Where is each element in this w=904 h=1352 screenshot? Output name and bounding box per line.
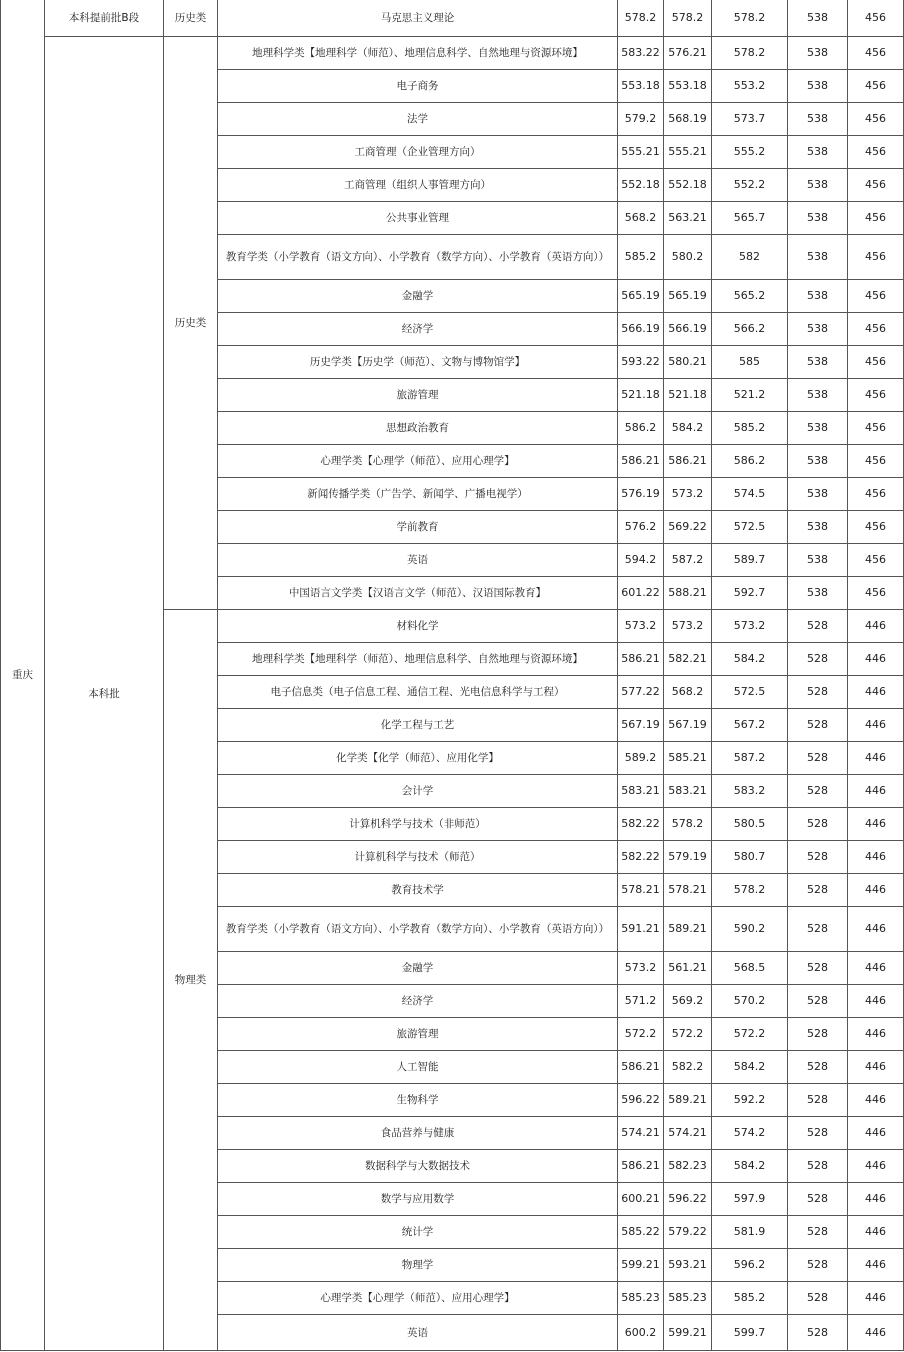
- avg-score-cell: 586.2: [712, 445, 788, 478]
- major-cell: 旅游管理: [218, 1018, 618, 1051]
- avg-score-cell: 585: [712, 346, 788, 379]
- avg-score-cell: 587.2: [712, 742, 788, 775]
- max-score-cell: 585.22: [618, 1216, 664, 1249]
- line-2-cell: 456: [848, 478, 904, 511]
- min-score-cell: 584.2: [664, 412, 712, 445]
- max-score-cell: 585.23: [618, 1282, 664, 1315]
- avg-score-cell: 565.2: [712, 280, 788, 313]
- min-score-cell: 579.22: [664, 1216, 712, 1249]
- min-score-cell: 582.23: [664, 1150, 712, 1183]
- control-line-cell: 528: [788, 1216, 848, 1249]
- max-score-cell: 593.22: [618, 346, 664, 379]
- min-score-cell: 552.18: [664, 169, 712, 202]
- line-2-cell: 456: [848, 37, 904, 70]
- avg-score-cell: 592.7: [712, 577, 788, 610]
- major-cell: 经济学: [218, 313, 618, 346]
- max-score-cell: 578.21: [618, 874, 664, 907]
- major-cell: 教育技术学: [218, 874, 618, 907]
- avg-score-cell: 592.2: [712, 1084, 788, 1117]
- major-cell: 学前教育: [218, 511, 618, 544]
- control-line-cell: 528: [788, 1117, 848, 1150]
- control-line-cell: 528: [788, 1051, 848, 1084]
- min-score-cell: 553.18: [664, 70, 712, 103]
- min-score-cell: 567.19: [664, 709, 712, 742]
- major-cell: 公共事业管理: [218, 202, 618, 235]
- min-score-cell: 573.2: [664, 610, 712, 643]
- max-score-cell: 586.2: [618, 412, 664, 445]
- min-score-cell: 587.2: [664, 544, 712, 577]
- line-2-cell: 446: [848, 907, 904, 952]
- control-line-cell: 528: [788, 952, 848, 985]
- line-2-cell: 456: [848, 313, 904, 346]
- max-score-cell: 553.18: [618, 70, 664, 103]
- line-2-cell: 446: [848, 775, 904, 808]
- avg-score-cell: 584.2: [712, 1051, 788, 1084]
- avg-score-cell: 567.2: [712, 709, 788, 742]
- avg-score-cell: 581.9: [712, 1216, 788, 1249]
- max-score-cell: 591.21: [618, 907, 664, 952]
- avg-score-cell: 578.2: [712, 0, 788, 37]
- control-line-cell: 528: [788, 808, 848, 841]
- control-line-cell: 538: [788, 0, 848, 37]
- min-score-cell: 583.21: [664, 775, 712, 808]
- line-2-cell: 456: [848, 577, 904, 610]
- min-score-cell: 572.2: [664, 1018, 712, 1051]
- max-score-cell: 568.2: [618, 202, 664, 235]
- major-cell: 历史学类【历史学（师范）、文物与博物馆学】: [218, 346, 618, 379]
- control-line-cell: 538: [788, 235, 848, 280]
- min-score-cell: 593.21: [664, 1249, 712, 1282]
- line-2-cell: 446: [848, 1084, 904, 1117]
- min-score-cell: 566.19: [664, 313, 712, 346]
- major-cell: 心理学类【心理学（师范）、应用心理学】: [218, 445, 618, 478]
- max-score-cell: 567.19: [618, 709, 664, 742]
- min-score-cell: 588.21: [664, 577, 712, 610]
- major-cell: 化学类【化学（师范）、应用化学】: [218, 742, 618, 775]
- control-line-cell: 538: [788, 346, 848, 379]
- avg-score-cell: 584.2: [712, 1150, 788, 1183]
- max-score-cell: 596.22: [618, 1084, 664, 1117]
- min-score-cell: 579.19: [664, 841, 712, 874]
- line-2-cell: 446: [848, 1150, 904, 1183]
- line-2-cell: 446: [848, 1018, 904, 1051]
- major-cell: 数据科学与大数据技术: [218, 1150, 618, 1183]
- avg-score-cell: 555.2: [712, 136, 788, 169]
- max-score-cell: 594.2: [618, 544, 664, 577]
- min-score-cell: 568.2: [664, 676, 712, 709]
- max-score-cell: 565.19: [618, 280, 664, 313]
- max-score-cell: 573.2: [618, 610, 664, 643]
- min-score-cell: 561.21: [664, 952, 712, 985]
- max-score-cell: 582.22: [618, 841, 664, 874]
- line-2-cell: 446: [848, 1051, 904, 1084]
- line-2-cell: 446: [848, 841, 904, 874]
- line-2-cell: 446: [848, 1216, 904, 1249]
- avg-score-cell: 578.2: [712, 37, 788, 70]
- line-2-cell: 456: [848, 169, 904, 202]
- control-line-cell: 528: [788, 907, 848, 952]
- avg-score-cell: 599.7: [712, 1315, 788, 1351]
- control-line-cell: 528: [788, 742, 848, 775]
- avg-score-cell: 583.2: [712, 775, 788, 808]
- major-cell: 数学与应用数学: [218, 1183, 618, 1216]
- max-score-cell: 600.21: [618, 1183, 664, 1216]
- min-score-cell: 578.2: [664, 808, 712, 841]
- line-2-cell: 456: [848, 235, 904, 280]
- major-cell: 计算机科学与技术（非师范）: [218, 808, 618, 841]
- line-2-cell: 456: [848, 544, 904, 577]
- max-score-cell: 521.18: [618, 379, 664, 412]
- max-score-cell: 571.2: [618, 985, 664, 1018]
- major-cell: 计算机科学与技术（师范）: [218, 841, 618, 874]
- category-cell: 历史类: [164, 0, 218, 37]
- control-line-cell: 538: [788, 379, 848, 412]
- min-score-cell: 589.21: [664, 1084, 712, 1117]
- control-line-cell: 528: [788, 841, 848, 874]
- avg-score-cell: 573.2: [712, 610, 788, 643]
- min-score-cell: 555.21: [664, 136, 712, 169]
- control-line-cell: 538: [788, 577, 848, 610]
- major-cell: 化学工程与工艺: [218, 709, 618, 742]
- control-line-cell: 528: [788, 1018, 848, 1051]
- line-2-cell: 456: [848, 445, 904, 478]
- major-cell: 经济学: [218, 985, 618, 1018]
- min-score-cell: 569.22: [664, 511, 712, 544]
- category-cell: 物理类: [164, 610, 218, 1351]
- control-line-cell: 538: [788, 313, 848, 346]
- max-score-cell: 572.2: [618, 1018, 664, 1051]
- line-2-cell: 446: [848, 952, 904, 985]
- major-cell: 生物科学: [218, 1084, 618, 1117]
- min-score-cell: 563.21: [664, 202, 712, 235]
- min-score-cell: 585.23: [664, 1282, 712, 1315]
- line-2-cell: 446: [848, 1117, 904, 1150]
- line-2-cell: 456: [848, 0, 904, 37]
- major-cell: 电子信息类（电子信息工程、通信工程、光电信息科学与工程）: [218, 676, 618, 709]
- min-score-cell: 569.2: [664, 985, 712, 1018]
- major-cell: 英语: [218, 544, 618, 577]
- max-score-cell: 586.21: [618, 643, 664, 676]
- batch-cell: 本科批: [45, 37, 164, 1351]
- major-cell: 教育学类（小学教育（语文方向）、小学教育（数学方向）、小学教育（英语方向））: [218, 235, 618, 280]
- control-line-cell: 538: [788, 511, 848, 544]
- max-score-cell: 599.21: [618, 1249, 664, 1282]
- max-score-cell: 583.21: [618, 775, 664, 808]
- min-score-cell: 521.18: [664, 379, 712, 412]
- line-2-cell: 456: [848, 280, 904, 313]
- min-score-cell: 565.19: [664, 280, 712, 313]
- line-2-cell: 446: [848, 1249, 904, 1282]
- avg-score-cell: 574.2: [712, 1117, 788, 1150]
- major-cell: 中国语言文学类【汉语言文学（师范）、汉语国际教育】: [218, 577, 618, 610]
- max-score-cell: 586.21: [618, 1051, 664, 1084]
- control-line-cell: 528: [788, 610, 848, 643]
- major-cell: 金融学: [218, 952, 618, 985]
- avg-score-cell: 582: [712, 235, 788, 280]
- max-score-cell: 583.22: [618, 37, 664, 70]
- major-cell: 食品营养与健康: [218, 1117, 618, 1150]
- max-score-cell: 577.22: [618, 676, 664, 709]
- control-line-cell: 528: [788, 676, 848, 709]
- avg-score-cell: 580.5: [712, 808, 788, 841]
- avg-score-cell: 521.2: [712, 379, 788, 412]
- line-2-cell: 456: [848, 70, 904, 103]
- control-line-cell: 538: [788, 412, 848, 445]
- max-score-cell: 555.21: [618, 136, 664, 169]
- major-cell: 新闻传播学类（广告学、新闻学、广播电视学）: [218, 478, 618, 511]
- min-score-cell: 574.21: [664, 1117, 712, 1150]
- line-2-cell: 446: [848, 676, 904, 709]
- min-score-cell: 582.2: [664, 1051, 712, 1084]
- control-line-cell: 528: [788, 775, 848, 808]
- control-line-cell: 538: [788, 280, 848, 313]
- avg-score-cell: 585.2: [712, 1282, 788, 1315]
- max-score-cell: 586.21: [618, 445, 664, 478]
- max-score-cell: 601.22: [618, 577, 664, 610]
- min-score-cell: 596.22: [664, 1183, 712, 1216]
- avg-score-cell: 572.2: [712, 1018, 788, 1051]
- line-2-cell: 446: [848, 610, 904, 643]
- major-cell: 地理科学类【地理科学（师范）、地理信息科学、自然地理与资源环境】: [218, 37, 618, 70]
- control-line-cell: 538: [788, 70, 848, 103]
- avg-score-cell: 572.5: [712, 676, 788, 709]
- max-score-cell: 576.19: [618, 478, 664, 511]
- major-cell: 会计学: [218, 775, 618, 808]
- max-score-cell: 585.2: [618, 235, 664, 280]
- major-cell: 教育学类（小学教育（语文方向）、小学教育（数学方向）、小学教育（英语方向））: [218, 907, 618, 952]
- control-line-cell: 528: [788, 1183, 848, 1216]
- major-cell: 旅游管理: [218, 379, 618, 412]
- avg-score-cell: 597.9: [712, 1183, 788, 1216]
- major-cell: 人工智能: [218, 1051, 618, 1084]
- control-line-cell: 528: [788, 1084, 848, 1117]
- control-line-cell: 538: [788, 103, 848, 136]
- line-2-cell: 456: [848, 412, 904, 445]
- max-score-cell: 576.2: [618, 511, 664, 544]
- major-cell: 工商管理（组织人事管理方向）: [218, 169, 618, 202]
- min-score-cell: 599.21: [664, 1315, 712, 1351]
- avg-score-cell: 578.2: [712, 874, 788, 907]
- control-line-cell: 538: [788, 478, 848, 511]
- control-line-cell: 528: [788, 1282, 848, 1315]
- max-score-cell: 578.2: [618, 0, 664, 37]
- major-cell: 心理学类【心理学（师范）、应用心理学】: [218, 1282, 618, 1315]
- major-cell: 电子商务: [218, 70, 618, 103]
- control-line-cell: 538: [788, 544, 848, 577]
- control-line-cell: 528: [788, 643, 848, 676]
- control-line-cell: 538: [788, 169, 848, 202]
- min-score-cell: 578.21: [664, 874, 712, 907]
- max-score-cell: 552.18: [618, 169, 664, 202]
- line-2-cell: 446: [848, 874, 904, 907]
- province-cell: 重庆: [0, 0, 45, 1351]
- category-cell: 历史类: [164, 37, 218, 610]
- major-cell: 金融学: [218, 280, 618, 313]
- control-line-cell: 528: [788, 1150, 848, 1183]
- major-cell: 法学: [218, 103, 618, 136]
- line-2-cell: 446: [848, 985, 904, 1018]
- control-line-cell: 528: [788, 874, 848, 907]
- control-line-cell: 538: [788, 37, 848, 70]
- major-cell: 地理科学类【地理科学（师范）、地理信息科学、自然地理与资源环境】: [218, 643, 618, 676]
- max-score-cell: 600.2: [618, 1315, 664, 1351]
- line-2-cell: 446: [848, 709, 904, 742]
- min-score-cell: 576.21: [664, 37, 712, 70]
- min-score-cell: 589.21: [664, 907, 712, 952]
- max-score-cell: 586.21: [618, 1150, 664, 1183]
- control-line-cell: 528: [788, 1249, 848, 1282]
- line-2-cell: 446: [848, 643, 904, 676]
- min-score-cell: 585.21: [664, 742, 712, 775]
- avg-score-cell: 572.5: [712, 511, 788, 544]
- avg-score-cell: 552.2: [712, 169, 788, 202]
- avg-score-cell: 565.7: [712, 202, 788, 235]
- major-cell: 材料化学: [218, 610, 618, 643]
- avg-score-cell: 580.7: [712, 841, 788, 874]
- line-2-cell: 446: [848, 742, 904, 775]
- control-line-cell: 528: [788, 709, 848, 742]
- avg-score-cell: 566.2: [712, 313, 788, 346]
- major-cell: 马克思主义理论: [218, 0, 618, 37]
- avg-score-cell: 596.2: [712, 1249, 788, 1282]
- line-2-cell: 456: [848, 136, 904, 169]
- max-score-cell: 566.19: [618, 313, 664, 346]
- max-score-cell: 574.21: [618, 1117, 664, 1150]
- max-score-cell: 579.2: [618, 103, 664, 136]
- line-2-cell: 456: [848, 103, 904, 136]
- avg-score-cell: 589.7: [712, 544, 788, 577]
- avg-score-cell: 573.7: [712, 103, 788, 136]
- line-2-cell: 446: [848, 1315, 904, 1351]
- min-score-cell: 580.2: [664, 235, 712, 280]
- avg-score-cell: 584.2: [712, 643, 788, 676]
- max-score-cell: 582.22: [618, 808, 664, 841]
- avg-score-cell: 590.2: [712, 907, 788, 952]
- line-2-cell: 456: [848, 346, 904, 379]
- max-score-cell: 573.2: [618, 952, 664, 985]
- line-2-cell: 446: [848, 808, 904, 841]
- line-2-cell: 446: [848, 1282, 904, 1315]
- major-cell: 统计学: [218, 1216, 618, 1249]
- avg-score-cell: 570.2: [712, 985, 788, 1018]
- min-score-cell: 573.2: [664, 478, 712, 511]
- avg-score-cell: 553.2: [712, 70, 788, 103]
- control-line-cell: 538: [788, 445, 848, 478]
- control-line-cell: 528: [788, 1315, 848, 1351]
- control-line-cell: 528: [788, 985, 848, 1018]
- avg-score-cell: 574.5: [712, 478, 788, 511]
- avg-score-cell: 568.5: [712, 952, 788, 985]
- major-cell: 英语: [218, 1315, 618, 1351]
- min-score-cell: 568.19: [664, 103, 712, 136]
- major-cell: 工商管理（企业管理方向）: [218, 136, 618, 169]
- control-line-cell: 538: [788, 202, 848, 235]
- line-2-cell: 446: [848, 1183, 904, 1216]
- min-score-cell: 580.21: [664, 346, 712, 379]
- min-score-cell: 586.21: [664, 445, 712, 478]
- avg-score-cell: 585.2: [712, 412, 788, 445]
- control-line-cell: 538: [788, 136, 848, 169]
- line-2-cell: 456: [848, 379, 904, 412]
- major-cell: 物理学: [218, 1249, 618, 1282]
- min-score-cell: 582.21: [664, 643, 712, 676]
- max-score-cell: 589.2: [618, 742, 664, 775]
- batch-cell: 本科提前批B段: [45, 0, 164, 37]
- line-2-cell: 456: [848, 202, 904, 235]
- line-2-cell: 456: [848, 511, 904, 544]
- min-score-cell: 578.2: [664, 0, 712, 37]
- major-cell: 思想政治教育: [218, 412, 618, 445]
